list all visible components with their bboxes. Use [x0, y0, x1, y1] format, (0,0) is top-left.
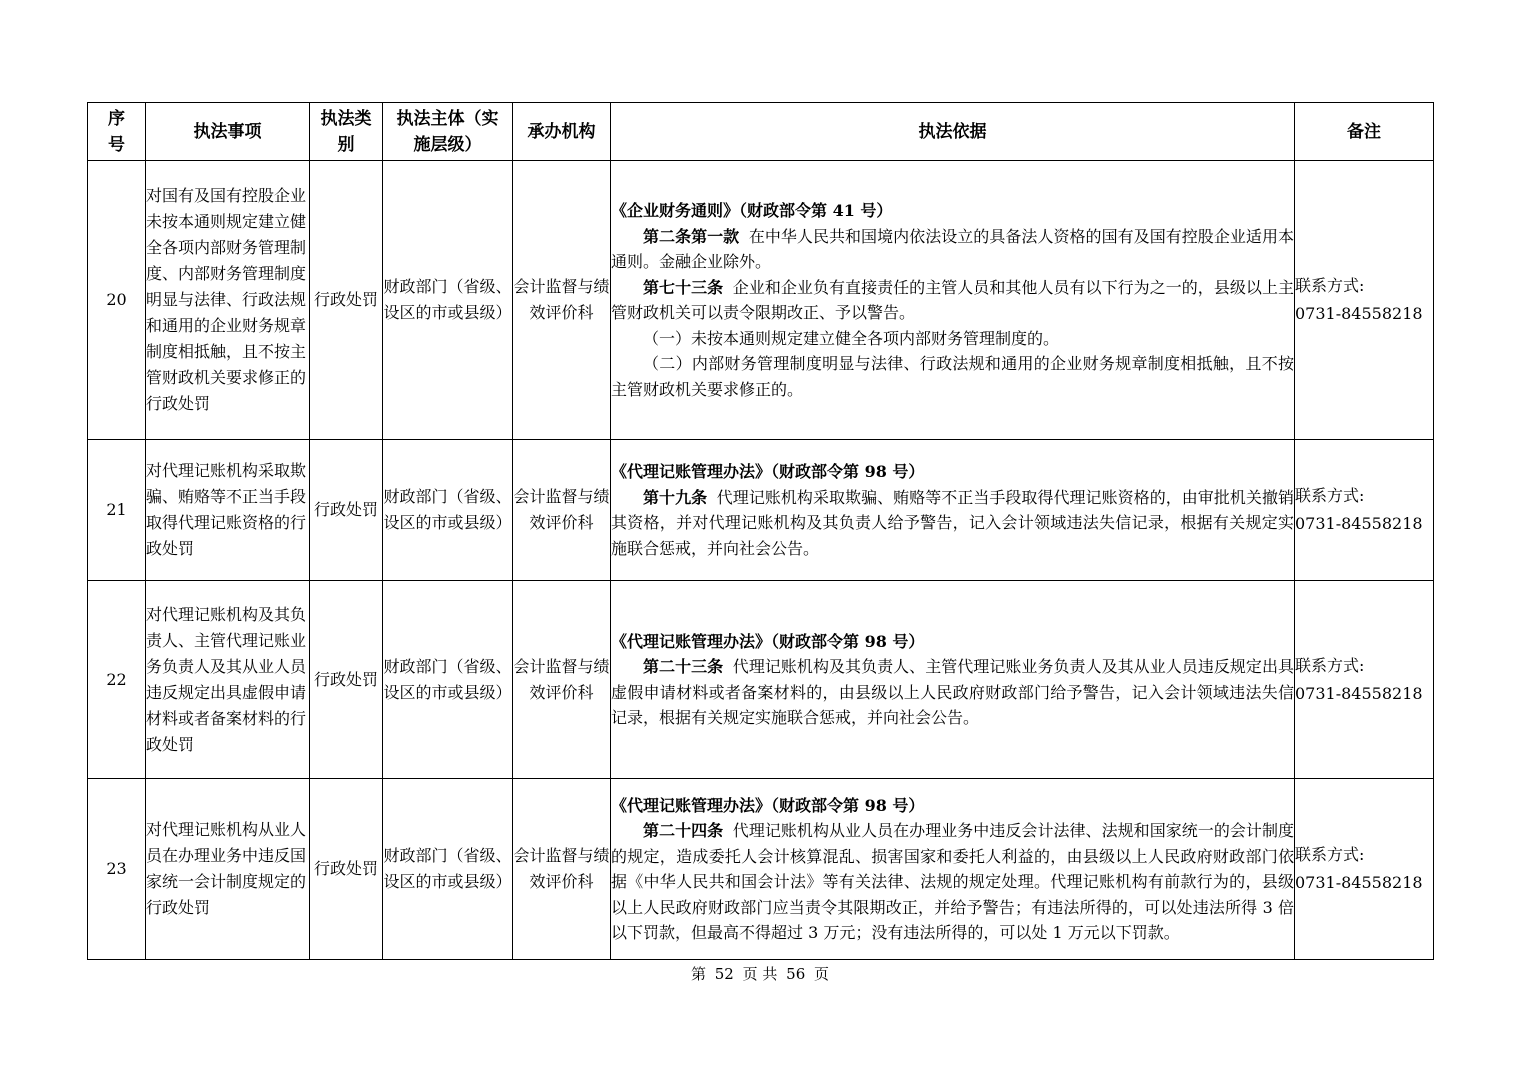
- article-text: 企业和企业负有直接责任的主管人员和其他人员有以下行为之一的，县级以上主管财政机关可以责令限期改正、予以警告。: [611, 277, 1294, 322]
- article-text: 在中华人民共和国境内依法设立的具备法人资格的国有及国有控股企业适用本通则。金融企业除外。: [611, 226, 1294, 271]
- header-org: 承办机构: [513, 103, 611, 161]
- article-text: （二）内部财务管理制度明显与法律、行政法规和通用的企业财务规章制度相抵触，且不按主管财政机关要求修正的。: [611, 354, 1294, 399]
- article-number: 第十九条: [643, 487, 708, 507]
- cell-subject: 财政部门（省级、设区的市或县级）: [383, 161, 513, 440]
- header-seq: 序号: [88, 103, 146, 161]
- law-paragraph: [611, 654, 1294, 731]
- footer-suffix: 页: [814, 965, 830, 983]
- cell-note: [1295, 440, 1434, 581]
- footer-prefix: 第: [690, 965, 706, 983]
- contact-phone: 0731-84558218: [1295, 873, 1423, 892]
- header-subject: 执法主体（实施层级）: [383, 103, 513, 161]
- law-paragraph: [611, 485, 1294, 562]
- cell-item: 对代理记账机构采取欺骗、贿赂等不正当手段取得代理记账资格的行政处罚: [146, 440, 310, 581]
- cell-note: [1295, 779, 1434, 960]
- cell-seq: 20: [88, 161, 146, 440]
- cell-note: [1295, 581, 1434, 779]
- cell-note: [1295, 161, 1434, 440]
- footer-mid: 页 共: [742, 965, 778, 983]
- cell-org: 会计监督与绩效评价科: [513, 581, 611, 779]
- cell-type: 行政处罚: [310, 581, 383, 779]
- page-footer: [0, 963, 1520, 985]
- cell-seq: 22: [88, 581, 146, 779]
- contact-label: 联系方式:: [1295, 845, 1365, 864]
- article-text: （一）未按本通则规定建立健全各项内部财务管理制度的。: [643, 328, 1060, 348]
- cell-subject: 财政部门（省级、设区的市或县级）: [383, 440, 513, 581]
- header-item: 执法事项: [146, 103, 310, 161]
- article-text: 代理记账机构从业人员在办理业务中违反会计法律、法规和国家统一的会计制度的规定，造成委托人会计核算混乱、损害国家和委托人利益的，由县级以上人民政府财政部门依据《中华人民共和国会计法》等有关法律、法规的规定处理。代理记账机构有前款行为的，县级以上人民政府财政部门应当责令其限期改正，并给予警告；有违法所得的，可以处违法所得 3 倍以下罚款，但最高不得超过 3 万元；没有违法所得的，可以处 1 万元以下罚款。: [611, 821, 1294, 942]
- article-number: 第七十三条: [643, 277, 724, 297]
- article-number: 第二十三条: [643, 657, 724, 676]
- footer-page-number: 52: [714, 965, 734, 983]
- contact-phone: 0731-84558218: [1295, 683, 1423, 703]
- enforcement-table: [87, 102, 1434, 960]
- law-title: 《代理记账管理办法》（财政部令第 98 号）: [611, 631, 925, 651]
- footer-total-pages: 56: [786, 965, 806, 983]
- cell-type: 行政处罚: [310, 161, 383, 440]
- table-row: [88, 161, 1434, 440]
- cell-type: 行政处罚: [310, 440, 383, 581]
- header-note: 备注: [1295, 103, 1434, 161]
- table-row: [88, 779, 1434, 960]
- law-paragraph: [611, 351, 1294, 402]
- cell-subject: 财政部门（省级、设区的市或县级）: [383, 779, 513, 960]
- cell-item: 对代理记账机构从业人员在办理业务中违反国家统一会计制度规定的行政处罚: [146, 779, 310, 960]
- law-paragraph: [611, 818, 1294, 946]
- contact-phone: 0731-84558218: [1295, 304, 1423, 323]
- cell-seq: 23: [88, 779, 146, 960]
- contact-label: 联系方式:: [1295, 486, 1365, 505]
- contact-phone: 0731-84558218: [1295, 514, 1423, 533]
- cell-basis: [611, 581, 1295, 779]
- law-title: 《代理记账管理办法》（财政部令第 98 号）: [611, 795, 925, 815]
- article-text: 代理记账机构采取欺骗、贿赂等不正当手段取得代理记账资格的，由审批机关撤销其资格，并对代理记账机构及其负责人给予警告，记入会计领域违法失信记录，根据有关规定实施联合惩戒，并向社会公告。: [611, 487, 1294, 558]
- table-row: [88, 581, 1434, 779]
- cell-type: 行政处罚: [310, 779, 383, 960]
- cell-basis: [611, 440, 1295, 581]
- cell-org: 会计监督与绩效评价科: [513, 440, 611, 581]
- law-paragraph: [611, 326, 1294, 352]
- article-number: 第二十四条: [643, 821, 724, 840]
- cell-org: 会计监督与绩效评价科: [513, 161, 611, 440]
- cell-item: 对国有及国有控股企业未按本通则规定建立健全各项内部财务管理制度、内部财务管理制度明显与法律、行政法规和通用的企业财务规章制度相抵触，且不按主管财政机关要求修正的行政处罚: [146, 161, 310, 440]
- law-title: 《代理记账管理办法》（财政部令第 98 号）: [611, 462, 925, 481]
- law-title: 《企业财务通则》（财政部令第 41 号）: [611, 201, 893, 220]
- cell-basis: [611, 161, 1295, 440]
- table-row: [88, 440, 1434, 581]
- contact-label: 联系方式:: [1295, 655, 1365, 675]
- contact-label: 联系方式:: [1295, 276, 1365, 295]
- cell-seq: 21: [88, 440, 146, 581]
- law-paragraph: [611, 275, 1294, 326]
- article-text: 代理记账机构及其负责人、主管代理记账业务负责人及其从业人员违反规定出具虚假申请材料或者备案材料的，由县级以上人民政府财政部门给予警告，记入会计领域违法失信记录，根据有关规定实施联合惩戒，并向社会公告。: [611, 657, 1294, 727]
- article-number: 第二条第一款: [643, 226, 740, 246]
- header-basis: 执法依据: [611, 103, 1295, 161]
- cell-basis: [611, 779, 1295, 960]
- cell-org: 会计监督与绩效评价科: [513, 779, 611, 960]
- law-paragraph: [611, 224, 1294, 275]
- table-header-row: [88, 103, 1434, 161]
- cell-subject: 财政部门（省级、设区的市或县级）: [383, 581, 513, 779]
- cell-item: 对代理记账机构及其负责人、主管代理记账业务负责人及其从业人员违反规定出具虚假申请材料或者备案材料的行政处罚: [146, 581, 310, 779]
- header-type: 执法类别: [310, 103, 383, 161]
